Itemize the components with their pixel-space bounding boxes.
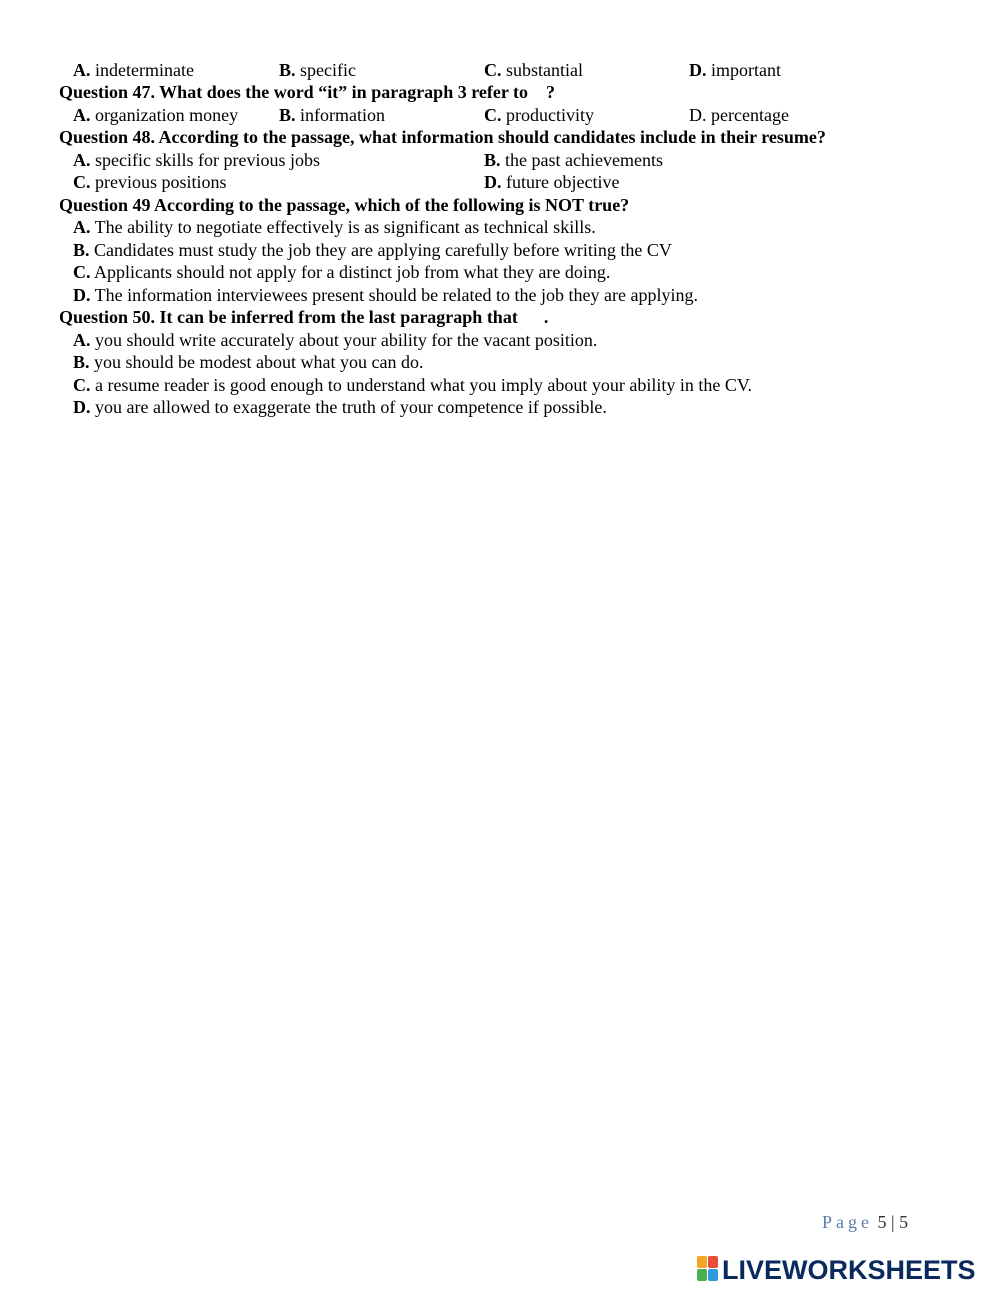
liveworksheets-logo-icon	[697, 1256, 719, 1282]
q49-stem: Question 49 According to the passage, which of the following is NOT true?	[59, 195, 630, 215]
q50-option-b: B. you should be modest about what you can do.	[73, 352, 424, 372]
q46-option-d: D. important	[689, 60, 781, 80]
q48-option-c: C. previous positions	[73, 172, 227, 192]
q48-option-b: B. the past achievements	[484, 150, 663, 170]
q48-stem: Question 48. According to the passage, what information should candidates include in their resume?	[59, 127, 826, 147]
brand-text: LIVEWORKSHEETS	[722, 1255, 976, 1285]
q50-stem: Question 50. It can be inferred from the last paragraph that .	[59, 307, 549, 327]
q46-option-b: B. specific	[279, 60, 356, 80]
q47-option-d: D. percentage	[689, 105, 789, 125]
q50-option-a: A. you should write accurately about your ability for the vacant position.	[73, 330, 598, 350]
q49-option-b: B. Candidates must study the job they are applying carefully before writing the CV	[73, 240, 672, 260]
q47-option-b: B. information	[279, 105, 385, 125]
q47-option-a: A. organization money	[73, 105, 239, 125]
q46-option-c: C. substantial	[484, 60, 583, 80]
page-number: Page 5 | 5	[822, 1212, 909, 1232]
liveworksheets-logo[interactable]	[697, 1255, 976, 1285]
q47-stem: Question 47. What does the word “it” in paragraph 3 refer to ?	[59, 82, 556, 102]
q49-option-c: C. Applicants should not apply for a distinct job from what they are doing.	[73, 262, 611, 282]
q50-option-c: C. a resume reader is good enough to understand what you imply about your ability in the CV.	[73, 375, 753, 395]
q49-option-a: A. The ability to negotiate effectively is as significant as technical skills.	[73, 217, 596, 237]
q48-option-d: D. future objective	[484, 172, 620, 192]
q50-option-d: D. you are allowed to exaggerate the truth of your competence if possible.	[73, 397, 607, 417]
q49-option-d: D. The information interviewees present should be related to the job they are applying.	[73, 285, 698, 305]
q48-option-a: A. specific skills for previous jobs	[73, 150, 320, 170]
q47-option-c: C. productivity	[484, 105, 594, 125]
q46-option-a: A. indeterminate	[73, 60, 194, 80]
